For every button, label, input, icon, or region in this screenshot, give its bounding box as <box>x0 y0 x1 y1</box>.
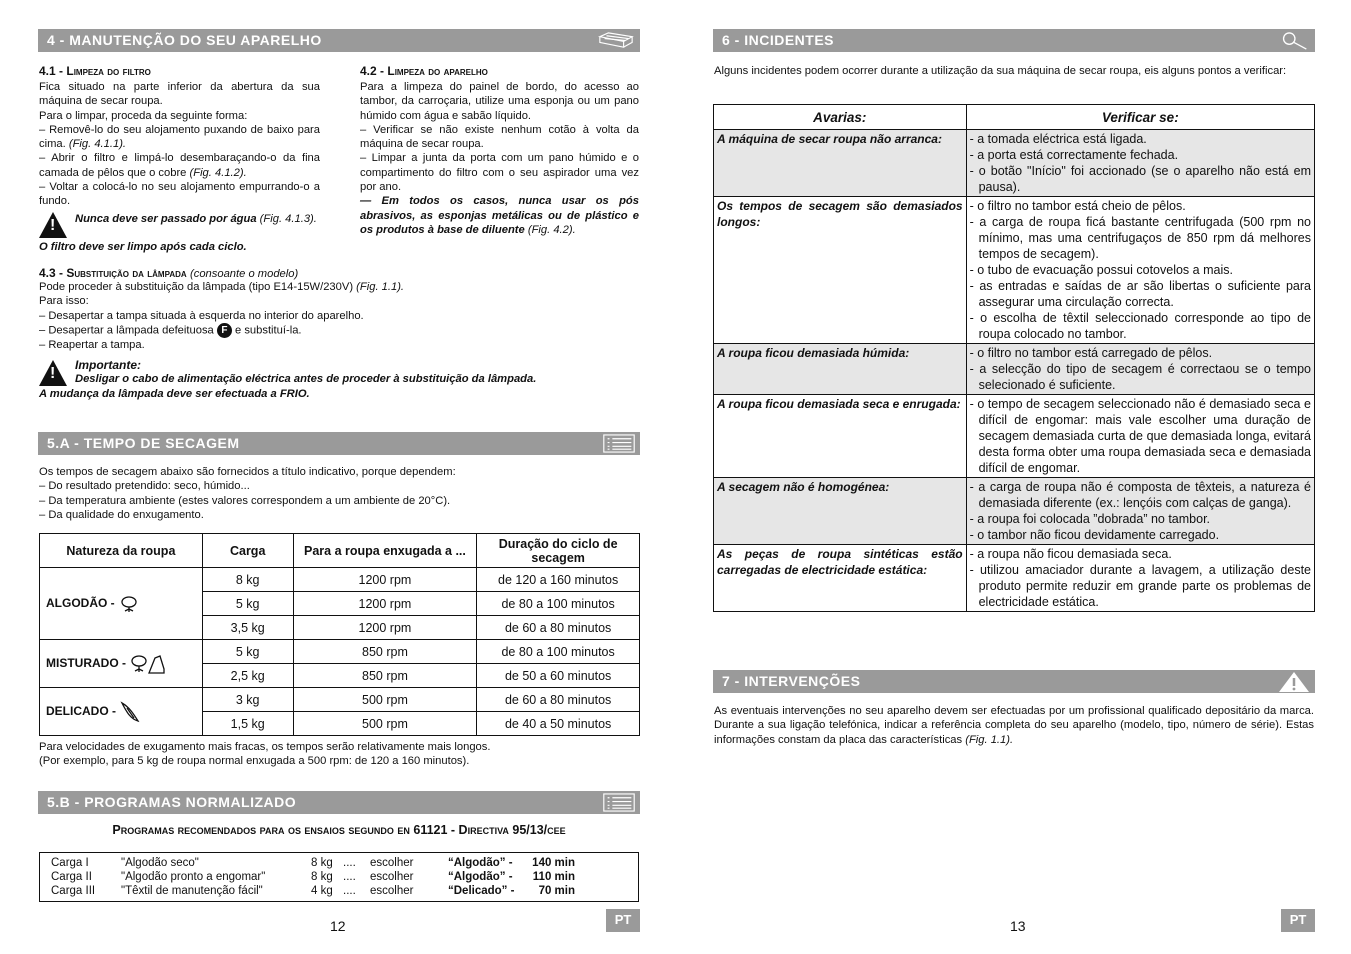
magnifier-icon <box>1277 31 1311 50</box>
table-cell: 850 rpm <box>293 640 477 664</box>
mixed-fabric-icon <box>129 653 167 675</box>
table-cell: 5 kg <box>202 592 293 616</box>
table-cell: de 80 a 100 minutos <box>477 640 640 664</box>
incident-row: As peças de roupa sintéticas estão carregadas de electricidade estática: - a roupa não ficou demasiada seca. - utilizou amaciador durante a lavagem, a utilização deste produto permite reduzir em grande parte os problemas de electricidade estática. <box>714 545 1315 612</box>
page-number-left: 12 <box>330 918 346 934</box>
table-cell: de 60 a 80 minutos <box>477 616 640 640</box>
important-note: Importante: Desligar o cabo de alimentação eléctrica antes de proceder à substituição da lâmpada. <box>75 358 537 386</box>
table-cell: 1200 rpm <box>293 568 477 592</box>
section-5a-title: 5.A - TEMPO DE SECAGEM <box>47 435 240 451</box>
section-4-title: 4 - MANUTENÇÃO DO SEU APARELHO <box>47 32 322 48</box>
section-4-1-heading: 4.1 - Limpeza do filtro <box>39 64 151 78</box>
incident-row: Os tempos de secagem são demasiados longos: - o filtro no tambor está cheio de pêlos. - a carga de roupa ficá bastante centrifugada (500 rpm no mínimo, mas uma centrifugaços de 850 rpm dá melhores tempos de secagem). - o tubo de evacuação possui cotovelos a mais. - as entradas e saídas de ar são libertas o suficiente para assegurar uma circulação correcta. - o escolha de têxtil seleccionado corresponde ao tipo de roupa colocado no tambor. <box>714 197 1315 344</box>
delicate-feather-icon <box>119 701 141 723</box>
section-4-1-warning: Nunca deve ser passado por água (Fig. 4.1.3). <box>75 213 317 225</box>
section-4-1-note: O filtro deve ser limpo após cada ciclo. <box>39 241 247 253</box>
section-5b-subtitle: Programas recomendados para os ensaios segundo en 61121 - Directiva 95/13/cee <box>112 823 566 837</box>
table-cell: 3 kg <box>202 688 293 712</box>
section-4-3-text: Pode proceder à substituição da lâmpada (tipo E14-15W/230V) (Fig. 1.1). Para isso: – Desapertar a tampa situada à esquerda no interior do aparelho. – Desapertar a lâmpada defeituosa F e substituí-la. – Reapertar a tampa. <box>39 281 405 351</box>
section-4-2-text: Para a limpeza do painel de bordo, do acesso ao tambor, da carroçaria, utilize uma esponja ou um pano húmido com água e sabão líquido. – Verificar se não existe nenhum cotão à volta da máquina de secar roupa. – Limpar a junta da porta com um pano húmido e o compartimento do filtro com o seu aspirador uma vez por ano. — Em todos os casos, nunca usar os pós abrasivos, as esponjas metálicas ou de plástico e os produtos à base de diluente (Fig. 4.2). <box>360 81 639 236</box>
table-cell: 8 kg <box>202 568 293 592</box>
col-header: Carga <box>202 534 293 568</box>
table-cell: de 50 a 60 minutos <box>477 664 640 688</box>
col-header: Duração do ciclo de secagem <box>477 534 640 568</box>
list-icon <box>602 793 636 812</box>
col-header: Para a roupa enxugada a ... <box>293 534 477 568</box>
section-4-1-text: Fica situado na parte inferior da abertura da sua máquina de secar roupa. Para o limpar, proceda da seguinte forma: – Removê-lo do seu alojamento puxando de baixo para cima. (Fig. 4.1.1). – Abrir o filtro e limpá-lo desembaraçando-o da fina camada de pêlos que o cobre (Fig. 4.1.2). – Voltar a colocá-lo no seu alojamento empurrando-o a fundo. <box>39 81 320 208</box>
warning-icon <box>1277 671 1311 693</box>
section-7-header <box>713 670 1315 693</box>
program-row: Carga II "Algodão pronto a engomar" 8 kg .... escolher “Algodão” - 110 min <box>51 871 575 883</box>
incident-row: A roupa ficou demasiada húmida: - o filtro no tambor está carregado de pêlos. - a selecção do tipo de secagem é correctaou se o tempo selecionado é suficiente. <box>714 344 1315 395</box>
important-note-frio: A mudança da lâmpada deve ser efectuada a FRIO. <box>39 388 310 400</box>
table-cell: de 40 a 50 minutos <box>477 712 640 736</box>
lamp-f-badge: F <box>217 323 232 338</box>
section-7-text: As eventuais intervenções no seu aparelho devem ser efectuadas por um profissional qualificado depositário da marca. Durante a sua ligação telefónica, indicar a referência completa do seu aparelho (modelo, tipo, número de série). Estas informações constam da placa das características (Fig. 1.1). <box>714 705 1314 746</box>
table-cell: de 80 a 100 minutos <box>477 592 640 616</box>
language-badge-right: PT <box>1281 909 1315 932</box>
programs-table <box>51 856 575 898</box>
table-cell: 1200 rpm <box>293 592 477 616</box>
table-cell: de 60 a 80 minutos <box>477 688 640 712</box>
section-5b-header <box>38 791 640 814</box>
section-6-intro: Alguns incidentes podem ocorrer durante a utilização da sua máquina de secar roupa, eis alguns pontos a verificar: <box>714 65 1287 77</box>
machine-icon <box>596 31 636 50</box>
section-4-3-heading: 4.3 - Substituição da lâmpada (consoante o modelo) <box>39 266 299 280</box>
incidents-table <box>713 104 1315 612</box>
page-number-right: 13 <box>1010 918 1026 934</box>
warning-icon: ! <box>39 360 67 386</box>
col-header-check: Verificar se: <box>966 105 1314 130</box>
incident-row: A roupa ficou demasiada seca e enrugada: - o tempo de secagem seleccionado não é demasiado seca e difícil de engomar: mais vale escolher uma duração de secagem demasiada curta de que demasiada longa, evitará desta forma obter uma roupa demasiada seca e demasiada difícil de engomar. <box>714 395 1315 478</box>
drying-time-table <box>39 533 640 736</box>
section-5a-intro: Os tempos de secagem abaixo são fornecidos a título indicativo, porque dependem: – Do resultado pretendido: seco, húmido... – Da temperatura ambiente (estes valores correspondem a um ambiente de 20°C). – Da qualidade do enxugamento. <box>39 466 456 521</box>
section-6-title: 6 - INCIDENTES <box>722 32 835 48</box>
warning-icon: ! <box>39 212 67 238</box>
table-cell: 500 rpm <box>293 712 477 736</box>
table-cell: 3,5 kg <box>202 616 293 640</box>
table-cell: 2,5 kg <box>202 664 293 688</box>
section-5b-title: 5.B - PROGRAMAS NORMALIZADO <box>47 794 297 810</box>
col-header: Natureza da roupa <box>40 534 203 568</box>
cotton-icon <box>118 594 140 614</box>
section-5a-footnote: Para velocidades de exugamento mais fracas, os tempos serão relativamente mais longos. (Por exemplo, para 5 kg de roupa normal enxugada a 500 rpm: de 120 a 160 minutos). <box>39 741 491 768</box>
col-header-faults: Avarias: <box>714 105 967 130</box>
section-6-header <box>713 29 1315 52</box>
table-cell: 500 rpm <box>293 688 477 712</box>
table-cell: de 120 a 160 minutos <box>477 568 640 592</box>
incident-row: A secagem não é homogénea: - a carga de roupa não é composta de têxteis, a natureza é demasiada diferente (ex.: lençóis com calças de ganga). - a roupa foi colocada ”dobrada” no tambor. - o tambor não ficou devidamente carregado. <box>714 478 1315 545</box>
program-row: Carga III "Têxtil de manutenção fácil" 4 kg .... escolher “Delicado” - 70 min <box>51 885 575 897</box>
section-4-2-heading: 4.2 - Limpeza do aparelho <box>360 64 488 78</box>
section-7-title: 7 - INTERVENÇÕES <box>722 673 861 689</box>
language-badge-left: PT <box>606 909 640 932</box>
row-group-delicado: DELICADO - <box>40 688 203 736</box>
table-cell: 1,5 kg <box>202 712 293 736</box>
row-group-algodao: ALGODÃO - <box>40 568 203 640</box>
section-5a-header <box>38 432 640 455</box>
row-group-misturado: MISTURADO - <box>40 640 203 688</box>
table-cell: 850 rpm <box>293 664 477 688</box>
list-icon <box>602 434 636 453</box>
table-cell: 5 kg <box>202 640 293 664</box>
incident-row: A máquina de secar roupa não arranca: - a tomada eléctrica está ligada. - a porta está correctamente fechada. - o botão "Início" foi accionado (se o aparelho não está em pausa). <box>714 130 1315 197</box>
section-4-header <box>38 29 640 52</box>
program-row: Carga I "Algodão seco" 8 kg .... escolher “Algodão” - 140 min <box>51 857 575 869</box>
programs-box <box>39 852 639 902</box>
table-cell: 1200 rpm <box>293 616 477 640</box>
